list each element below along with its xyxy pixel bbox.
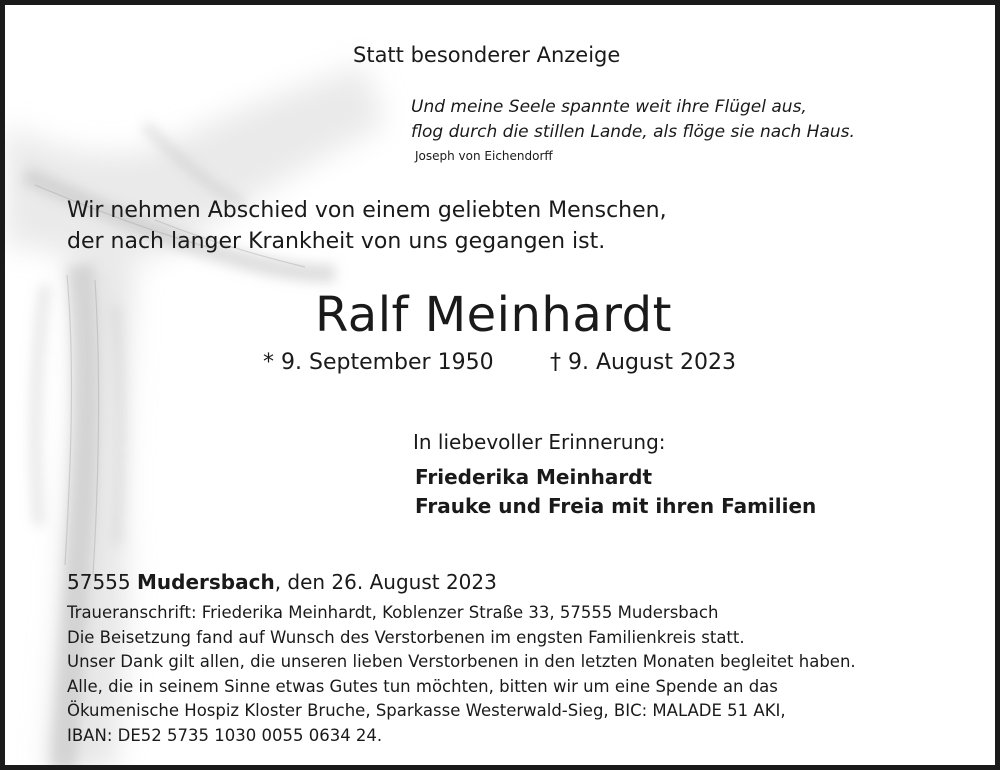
quote-author: Joseph von Eichendorff (415, 149, 553, 163)
mourner-line-2: Frauke und Freia mit ihren Familien (415, 494, 817, 518)
donation-line-1: Alle, die in seinem Sinne etwas Gutes tun möchten, bitten wir um eine Spende an das (67, 676, 778, 696)
intro-line-2: der nach langer Krankheit von uns gegangen ist. (67, 229, 606, 254)
town: Mudersbach (136, 570, 275, 594)
thanks-note: Unser Dank gilt allen, die unseren lieben Verstorbenen in den letzten Monaten begleitet haben. (67, 652, 856, 671)
mourner-line-1: Friederika Meinhardt (415, 465, 653, 489)
deceased-name: Ralf Meinhardt (315, 287, 672, 343)
notice-date: , den 26. August 2023 (274, 570, 497, 594)
quote-line-1: Und meine Seele spannte weit ihre Flügel aus, (411, 97, 807, 117)
iban-line: IBAN: DE52 5735 1030 0055 0634 24. (67, 725, 383, 745)
mourning-address: Traueranschrift: Friederika Meinhardt, Koblenzer Straße 33, 57555 Mudersbach (67, 603, 719, 622)
mourners-intro: In liebevoller Erinnerung: (413, 430, 666, 454)
postcode: 57555 (67, 570, 131, 594)
birth-date: * 9. September 1950 (263, 350, 494, 375)
info-block (67, 601, 856, 748)
burial-note: Die Beisetzung fand auf Wunsch des Verstorbenen im engsten Familienkreis statt. (67, 627, 745, 647)
quote-line-2: flog durch die stillen Lande, als flöge sie nach Haus. (411, 122, 855, 142)
place-and-date (67, 570, 497, 594)
notice-header: Statt besonderer Anzeige (353, 43, 621, 67)
intro-text (67, 195, 667, 257)
intro-line-1: Wir nehmen Abschied von einem geliebten Menschen, (67, 198, 667, 223)
poem-quote (411, 95, 855, 145)
death-date: † 9. August 2023 (550, 350, 736, 375)
donation-line-2: Ökumenische Hospiz Kloster Bruche, Sparkasse Westerwald-Sieg, BIC: MALADE 51 AKI, (67, 701, 786, 720)
